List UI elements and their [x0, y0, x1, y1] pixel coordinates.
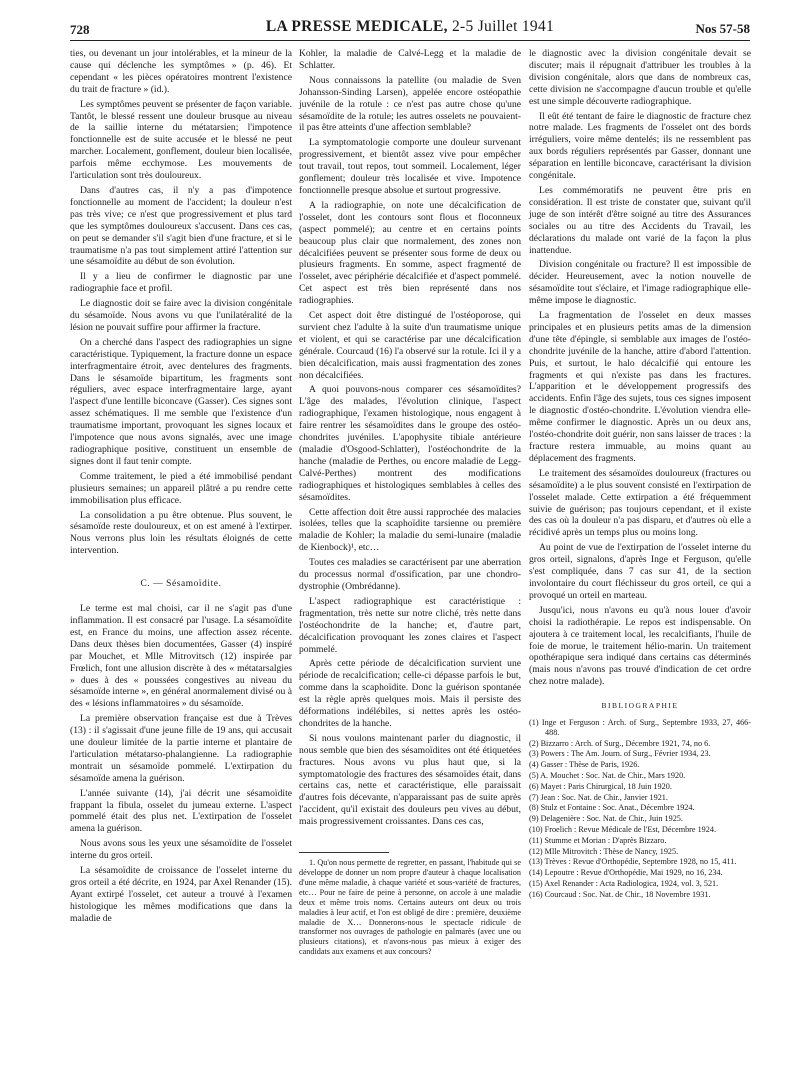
paragraph: ties, ou devenant un jour intolérables, et la mineur de la cause qui déclenche les symptômes » (p. 46). Et cependant « les pièces opératoires montrent l'existence du trait de fracture » (id.).	[70, 48, 292, 95]
paragraph: Les symptômes peuvent se présenter de façon variable. Tantôt, le blessé ressent une douleur brusque au niveau de la saillie interne du métatarsien; l'impotence fonctionnelle est de suite accusée et le blessé ne peut marcher. Localement, gonflement, douleur bien localisée, parfois même ecchymose. Les mouvements de l'articulation sont très douloureux.	[70, 98, 292, 182]
paragraph: Les commémoratifs ne peuvent être pris en considération. Il est triste de constater que, suivant qu'il juge de son intérêt d'être soigné au titre des Assurances sociales ou au titre des Accidents du Travail, les déclarations du malade ont varié de la façon la plus inattendue.	[529, 184, 751, 256]
bibliography-entry: (16) Courcaud : Soc. Nat. de Chir., 18 Novembre 1931.	[529, 889, 711, 899]
bibliography-entry: (2) Bizzarro : Arch. of Surg., Décembre 1921, 74, no 6.	[529, 738, 711, 748]
paragraph: La première observation française est due à Trèves (13) : il s'agissait d'une jeune fille de 19 ans, qui accusait une douleur limitée de la partie interne et plantaire de l'articulation métatarso-phalangienne. La radiographie montrait un sésamoïde pommelé. L'extirpation du sésamoïde amena la guérison.	[70, 713, 292, 784]
paragraph: A la radiographie, on note une décalcification de l'osselet, dont les contours sont flous et floconneux (aspect pommelé); au centre et en certains points beaucoup plus clair que normalement, des zones non décalcifiées peuvent se présenter sous forme de deux ou plusieurs fragments. En somme, aspect fragmenté de l'osselet, avec périphérie décalcifiée et d'aspect pommelé. Cet aspect est très bien représenté dans nos radiographies.	[299, 199, 521, 307]
bibliography-entry: (15) Axel Renander : Acta Radiologica, 1924, vol. 3, 521.	[529, 878, 719, 888]
journal-title-line	[70, 18, 750, 36]
paragraph: Kohler, la maladie de Calvé-Legg et la maladie de Schlatter.	[299, 48, 521, 71]
paragraph: Le diagnostic doit se faire avec la division congénitale du sésamoïde. Nous avons vu que l'unilatéralité de la lésion ne pouvait suffire pour affirmer la fracture.	[70, 298, 292, 333]
column-middle	[299, 48, 521, 957]
journal-name: LA PRESSE MEDICALE,	[265, 18, 448, 35]
paragraph: La fragmentation de l'osselet en deux masses principales et en plusieurs petits amas de la dimension d'une tête d'épingle, si semblable aux images de l'ostéo-chondrite juvénile de la hanche, attire d'abord l'attention. Puis, et surtout, le halo décalcifié qui entoure les fragments et qui n'existe pas dans les fractures. L'apparition et le développement progressifs des accidents. Enfin l'âge des sujets, tous ces signes imposent le diagnostic d'ostéo-chondrite. L'évolution viendra elle-même confirmer le diagnostic. Après un ou deux ans, l'ostéo-chondrite doit guérir, non sans laisser de traces : la fracture restera immuable, au moins quant au déplacement des fragments.	[529, 310, 751, 464]
paragraph: A quoi pouvons-nous comparer ces sésamoïdites? L'âge des malades, l'évolution clinique, l'aspect radiographique, l'examen histologique, nous engagent à faire rentrer les sésamoïdites dans le groupe des ostéo-chondrites juvéniles. L'apophysite tibiale antérieure (maladie d'Osgood-Schlatter), l'ostéochondrite de la hanche (maladie de Perthes, ou encore maladie de Legg-Calvé-Perthes) montrent des modifications radiographiques et histologiques semblables à celles des sésamoïdites.	[299, 384, 521, 503]
issue-date: 2-5 Juillet 1941	[451, 18, 555, 35]
paragraph: Nous avons sous les yeux une sésamoïdite de l'osselet interne du gros orteil.	[70, 838, 292, 862]
paragraph: Le traitement des sésamoïdes douloureux (fractures ou sésamoïdite) a le plus souvent consisté en l'extirpation de l'osselet malade. Cette extirpation a été fréquemment suivie de guérison; pas toujours cependant, et il existe des cas où la douleur n'a pas disparu, et d'autres où elle a récidivé après un temps plus ou moins long.	[529, 467, 751, 539]
bibliography-entry: (9) Delagenière : Soc. Nat. de Chir., Juin 1925.	[529, 814, 683, 824]
paragraph: Cet aspect doit être distingué de l'ostéoporose, qui survient chez l'adulte à la suite d'un traumatisme unique et violent, et qui se caractérise par une décalcification générale. Courcaud (16) l'a observé sur la rotule. Ici il y a bien décalcification, mais aussi fragmentation des zones non décalcifiées.	[299, 310, 521, 381]
paragraph: Toutes ces maladies se caractérisent par une aberration du processus normal d'ossification, par une chondro-dystrophie (Ombrédanne).	[299, 557, 521, 592]
bibliography-entry: (4) Gasser : Thèse de Paris, 1926.	[529, 760, 640, 770]
paragraph: Au point de vue de l'extirpation de l'osselet interne du gros orteil, signalons, d'après Inge et Ferguson, qu'elle s'est compliquée, dans 7 cas sur 41, de la section involontaire du court fléchisseur du gros orteil, ce qui a provoqué un orteil en marteau.	[529, 542, 751, 601]
paragraph: L'aspect radiographique est caractéristique : fragmentation, très nette sur notre cliché, très nette dans l'ostéochondrite de la hanche; et, d'autre part, décalcification provoquant les zones claires et l'aspect pommelé.	[299, 595, 521, 655]
paragraph: La sésamoïdite de croissance de l'osselet interne du gros orteil a été décrite, en 1924, par Axel Renander (15). Ayant extirpé l'osselet, cet auteur a trouvé à l'examen histologique les mêmes modifications que dans la maladie de	[70, 865, 292, 924]
bibliography-entry: (6) Mayet : Paris Chirurgical, 18 Juin 1920.	[529, 781, 672, 791]
bibliography-entry: (5) A. Mouchet : Soc. Nat. de Chir., Mars 1920.	[529, 771, 686, 781]
page-header	[70, 18, 750, 42]
bibliography-entry: (10) Froelich : Revue Médicale de l'Est, Décembre 1924.	[529, 825, 716, 834]
section-heading: C. — Sésamoïdite.	[140, 579, 222, 590]
bibliography-entry: (3) Powers : The Am. Journ. of Surg., Février 1934, 23.	[529, 749, 711, 759]
paragraph: Le terme est mal choisi, car il ne s'agit pas d'une inflammation. Il est consacré par l'usage. La sésamoïdite est, en France du moins, une affection assez récente. Dans deux thèses bien documentées, Gasser (4) inspiré par Mouchet, et Mlle Mitrovitsch (12) inspirée par Frœlich, font une allusion discrète à des « métatarsalgies » dues à des « poussées congestives au niveau du sésamoïde interne », en général anormalement divisé ou à des « lésions inflammatoires » du sésamoïde.	[70, 603, 292, 710]
bibliography-entry: (8) Stulz et Fontaine : Soc. Anat., Décembre 1924.	[529, 803, 695, 813]
paragraph: La consolidation a pu être obtenue. Plus souvent, le sésamoïde reste douloureux, et on est amené à l'extirper. Nous verrons plus loin les résultats éloignés de cette intervention.	[70, 509, 292, 557]
paragraph: Après cette période de décalcification survient une période de recalcification; celle-ci dépasse parfois le but, comme dans la scaphoïdite. Donc la guérison spontanée est la règle après quelques mois. Mais il persiste des déformations indélébiles, si nettes après les ostéo-chondrites de la hanche.	[299, 658, 521, 729]
paragraph: Jusqu'ici, nous n'avons eu qu'à nous louer d'avoir choisi la radiothérapie. Le repos est indispensable. On ajoutera à ce traitement local, les recalcifiants, l'huile de foie de morue, le traitement hélio-marin. Un traitement opothérapique sera indiqué dans certains cas déterminés (mais nous n'avons pas trouvé d'indication de cet ordre chez notre malade).	[529, 604, 751, 688]
paragraph: Comme traitement, le pied a été immobilisé pendant plusieurs semaines; un appareil plâtré a pu rendre cette immobilisation plus efficace.	[70, 470, 292, 506]
paragraph: Dans d'autres cas, il n'y a pas d'impotence fonctionnelle au moment de l'accident; la douleur n'est pas très vive; ce n'est que progressivement et plus tard que les symptômes douloureux s'accusent. Dans ces cas, on peut se demander s'il s'agit bien d'une fracture, et si le traumatisme n'a pas tout simplement attiré l'attention sur une sésamoïdite au début de son évolution.	[70, 184, 292, 268]
issue-number: Nos 57-58	[695, 21, 750, 36]
paragraph: Cette affection doit être aussi rapprochée des malacies isolées, telles que la scaphoïdite tarsienne ou première maladie de Kohler; la maladie du semi-lunaire (maladie de Kienbock)¹, etc…	[299, 506, 521, 554]
paragraph: La symptomatologie comporte une douleur survenant progressivement, et bientôt assez vive pour empêcher tout travail, tout repos, tout sommeil. Localement, léger gonflement; douleur très localisée et vive. Impotence fonctionnelle presque absolue et surtout progressive.	[299, 137, 521, 196]
bibliography-list	[529, 718, 751, 900]
bibliography-entry: (11) Stumme et Morian : D'après Bizzaro.	[529, 835, 667, 845]
footnote: 1. Qu'on nous permette de regretter, en passant, l'habitude qui se développe de donner un nom propre d'auteur à chaque localisation d'une même maladie, à chaque variété et sous-variété de fractures, etc… Pour ne faire de peine à personne, on accole à une maladie deux et même trois noms. Certains auteurs ont deux ou trois maladies à leur actif, et l'on est obligé de dire : première, deuxième maladie de X… Donnerons-nous le spectacle ridicule de transformer nos ouvrages de pathologie en palmarès (avec une ou plusieurs citations), et n'avons-nous pas mieux à exiger des candidats aux examens et aux concours?	[299, 858, 521, 957]
footnote-rule	[299, 852, 389, 853]
paragraph: On a cherché dans l'aspect des radiographies un signe caractéristique. Typiquement, la fracture donne un espace interfragmentaire étroit, avec dentelures des fragments. Dans le sésamoïde bipartitum, les fragments sont réguliers, avec espace interfragmentaire large, ayant l'aspect d'une lentille biconcave (Gasser). Ces signes sont assez schématiques. Il me semble que l'existence d'un traumatisme important, provoquant les signes locaux et l'impotence que nous avons signalés, avec une image radiographique positive, constituent un ensemble de signes dont il faut tenir compte.	[70, 336, 292, 467]
bibliography-entry: (13) Trèves : Revue d'Orthopédie, Septembre 1928, no 15, 411.	[529, 857, 737, 867]
page-number: 728	[70, 22, 90, 37]
bibliography-entry: (1) Inge et Ferguson : Arch. of Surg., Septembre 1933, 27, 466-488.	[529, 718, 751, 737]
column-right	[529, 48, 751, 901]
paragraph: Si nous voulons maintenant parler du diagnostic, il nous semble que bien des sésamoïdites ont été étiquetées fractures. Nous avons vu plus haut que, si la symptomatologie des fractures des sésamoïdes était, dans certains cas, nette et caractéristique, elle paraissait d'autres fois décevante, n'apparaissant pas de suite après l'accident, qu'il existait des douleurs peu vives au début, mais progressivement croissantes. Dans ces cas,	[299, 732, 521, 828]
paragraph: Il eût été tentant de faire le diagnostic de fracture chez notre malade. Les fragments de l'osselet ont des bords irréguliers, voire même dentelés; ils ne ressemblent pas aux bords réguliers représentés par Gasser, donnant une séparation en lentille biconcave, caractérisant la division congénitale.	[529, 110, 751, 182]
bibliography-entry: (7) Jean : Soc. Nat. de Chir., Janvier 1921.	[529, 792, 668, 802]
paragraph: Il y a lieu de confirmer le diagnostic par une radiographie face et profil.	[70, 271, 292, 295]
bibliography-entry: (12) Mlle Mitrovitch : Thèse de Nancy, 1925.	[529, 846, 679, 856]
column-left	[70, 48, 292, 928]
paragraph: L'année suivante (14), j'ai décrit une sésamoïdite frappant la fibula, osselet du jumeau externe. L'aspect pommelé était des plus net. L'extirpation de l'osselet amena la guérison.	[70, 787, 292, 835]
paragraph: le diagnostic avec la division congénitale devait se discuter; mais il répugnait d'attribuer les troubles à la division congénitale, alors que dans de nombreux cas, cette division ne s'accompagne d'aucun trouble et qu'elle est une simple découverte radiographique.	[529, 48, 751, 107]
paragraph: Division congénitale ou fracture? Il est impossible de décider. Heureusement, avec la notion nouvelle de sésamoïdite tout s'éclaire, et l'image radiographique elle-même impose le diagnostic.	[529, 259, 751, 307]
bibliography-heading: BIBLIOGRAPHIE	[601, 701, 679, 711]
header-rule	[70, 40, 750, 41]
bibliography-entry: (14) Lepoutre : Revue d'Orthopédie, Mai 1929, no 16, 234.	[529, 868, 723, 878]
paragraph: Nous connaissons la patellite (ou maladie de Sven Johansson-Sinding Larsen), appelée encore ostéopathie juvénile de la rotule : ce n'est pas autre chose qu'une sésamoïdite de la rotule; les autres osselets ne pouvaient-il pas être atteints d'une affection semblable?	[299, 74, 521, 134]
